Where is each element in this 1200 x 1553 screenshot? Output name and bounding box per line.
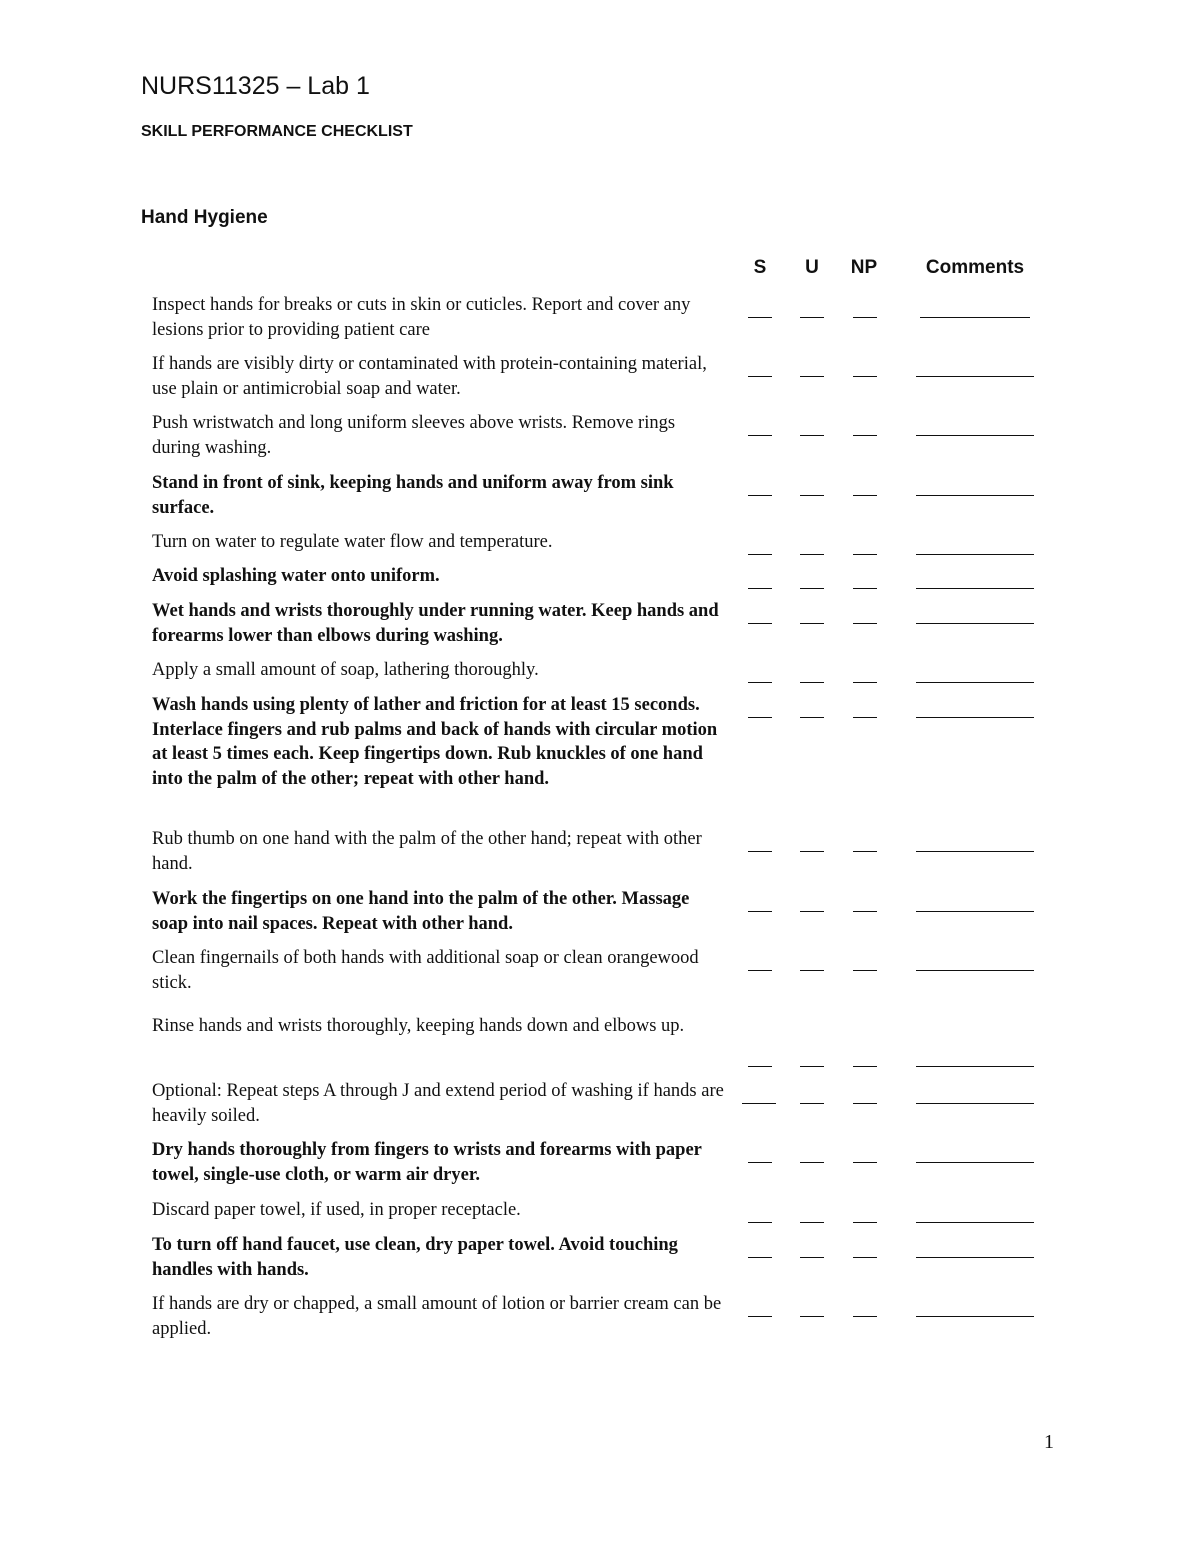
s-blank[interactable] <box>742 1103 776 1104</box>
column-header-np: NP <box>850 257 878 278</box>
np-blank[interactable] <box>853 1222 877 1223</box>
s-blank[interactable] <box>748 970 772 971</box>
step-text: Dry hands thoroughly from fingers to wrists and forearms with paper towel, single-use cloth, or warm air dryer. <box>152 1140 702 1185</box>
np-blank[interactable] <box>853 1316 877 1317</box>
s-blank[interactable] <box>748 317 772 318</box>
step-text: Rinse hands and wrists thoroughly, keeping hands down and elbows up. <box>152 1016 685 1036</box>
section-title: Hand Hygiene <box>141 207 268 228</box>
comments-blank[interactable] <box>916 376 1034 377</box>
page-number: 1 <box>1044 1431 1054 1453</box>
u-blank[interactable] <box>800 495 824 496</box>
s-blank[interactable] <box>748 495 772 496</box>
comments-blank[interactable] <box>916 911 1034 912</box>
s-blank[interactable] <box>748 1222 772 1223</box>
u-blank[interactable] <box>800 554 824 555</box>
np-blank[interactable] <box>853 317 877 318</box>
comments-blank[interactable] <box>916 851 1034 852</box>
np-blank[interactable] <box>853 682 877 683</box>
comments-blank[interactable] <box>916 1162 1034 1163</box>
s-blank[interactable] <box>748 851 772 852</box>
step-text: Avoid splashing water onto uniform. <box>152 566 440 586</box>
step-text: If hands are visibly dirty or contaminated with protein-containing material, use plain or antimicrobial soap and water. <box>152 354 707 399</box>
step-text: Discard paper towel, if used, in proper receptacle. <box>152 1200 521 1220</box>
u-blank[interactable] <box>800 1162 824 1163</box>
step-text: Inspect hands for breaks or cuts in skin or cuticles. Report and cover any lesions prior to providing patient care <box>152 295 691 340</box>
step-text: Work the fingertips on one hand into the palm of the other. Massage soap into nail spaces. Repeat with other hand. <box>152 889 690 934</box>
u-blank[interactable] <box>800 1316 824 1317</box>
step-text: To turn off hand faucet, use clean, dry paper towel. Avoid touching handles with hands. <box>152 1235 678 1280</box>
step-text: Clean fingernails of both hands with additional soap or clean orangewood stick. <box>152 948 699 993</box>
np-blank[interactable] <box>853 495 877 496</box>
s-blank[interactable] <box>748 1316 772 1317</box>
step-text: Rub thumb on one hand with the palm of the other hand; repeat with other hand. <box>152 829 702 874</box>
s-blank[interactable] <box>748 376 772 377</box>
np-blank[interactable] <box>853 435 877 436</box>
u-blank[interactable] <box>800 623 824 624</box>
u-blank[interactable] <box>800 682 824 683</box>
u-blank[interactable] <box>800 970 824 971</box>
np-blank[interactable] <box>853 588 877 589</box>
u-blank[interactable] <box>800 588 824 589</box>
comments-blank[interactable] <box>916 1257 1034 1258</box>
s-blank[interactable] <box>748 435 772 436</box>
np-blank[interactable] <box>853 554 877 555</box>
np-blank[interactable] <box>853 717 877 718</box>
document-title: NURS11325 – Lab 1 <box>141 72 370 100</box>
u-blank[interactable] <box>800 317 824 318</box>
column-header-s: S <box>753 257 767 278</box>
s-blank[interactable] <box>748 911 772 912</box>
np-blank[interactable] <box>853 1103 877 1104</box>
comments-blank[interactable] <box>916 435 1034 436</box>
step-text: Wash hands using plenty of lather and friction for at least 15 seconds. Interlace fingers and rub palms and back of hands with circular motion at least 5 times each. Keep fingertips down. Rub knuckles of one hand into the palm of the other; repeat with other hand. <box>152 695 718 789</box>
s-blank[interactable] <box>748 554 772 555</box>
s-blank[interactable] <box>748 1257 772 1258</box>
u-blank[interactable] <box>800 376 824 377</box>
comments-blank[interactable] <box>916 717 1034 718</box>
step-text: Wet hands and wrists thoroughly under running water. Keep hands and forearms lower than elbows during washing. <box>152 601 719 646</box>
step-text: Turn on water to regulate water flow and temperature. <box>152 532 553 552</box>
np-blank[interactable] <box>853 1257 877 1258</box>
comments-blank[interactable] <box>920 317 1030 318</box>
u-blank[interactable] <box>800 1103 824 1104</box>
comments-blank[interactable] <box>916 1222 1034 1223</box>
document-subtitle: SKILL PERFORMANCE CHECKLIST <box>141 123 413 140</box>
step-text: Apply a small amount of soap, lathering thoroughly. <box>152 660 539 680</box>
u-blank[interactable] <box>800 1222 824 1223</box>
u-blank[interactable] <box>800 911 824 912</box>
column-header-comments: Comments <box>925 257 1025 278</box>
u-blank[interactable] <box>800 1066 824 1067</box>
u-blank[interactable] <box>800 717 824 718</box>
comments-blank[interactable] <box>916 588 1034 589</box>
u-blank[interactable] <box>800 851 824 852</box>
s-blank[interactable] <box>748 588 772 589</box>
comments-blank[interactable] <box>916 623 1034 624</box>
comments-blank[interactable] <box>916 970 1034 971</box>
comments-blank[interactable] <box>916 682 1034 683</box>
step-text: Optional: Repeat steps A through J and extend period of washing if hands are heavily soiled. <box>152 1081 724 1126</box>
comments-blank[interactable] <box>916 495 1034 496</box>
u-blank[interactable] <box>800 1257 824 1258</box>
comments-blank[interactable] <box>916 554 1034 555</box>
step-text: Stand in front of sink, keeping hands and uniform away from sink surface. <box>152 473 674 518</box>
np-blank[interactable] <box>853 376 877 377</box>
s-blank[interactable] <box>748 1162 772 1163</box>
u-blank[interactable] <box>800 435 824 436</box>
np-blank[interactable] <box>853 1066 877 1067</box>
s-blank[interactable] <box>748 1066 772 1067</box>
np-blank[interactable] <box>853 851 877 852</box>
s-blank[interactable] <box>748 682 772 683</box>
comments-blank[interactable] <box>916 1066 1034 1067</box>
s-blank[interactable] <box>748 623 772 624</box>
np-blank[interactable] <box>853 1162 877 1163</box>
np-blank[interactable] <box>853 911 877 912</box>
step-text: Push wristwatch and long uniform sleeves above wrists. Remove rings during washing. <box>152 413 676 458</box>
np-blank[interactable] <box>853 970 877 971</box>
comments-blank[interactable] <box>916 1103 1034 1104</box>
s-blank[interactable] <box>748 717 772 718</box>
step-text: If hands are dry or chapped, a small amount of lotion or barrier cream can be applied. <box>152 1294 722 1339</box>
column-header-u: U <box>805 257 819 278</box>
np-blank[interactable] <box>853 623 877 624</box>
comments-blank[interactable] <box>916 1316 1034 1317</box>
